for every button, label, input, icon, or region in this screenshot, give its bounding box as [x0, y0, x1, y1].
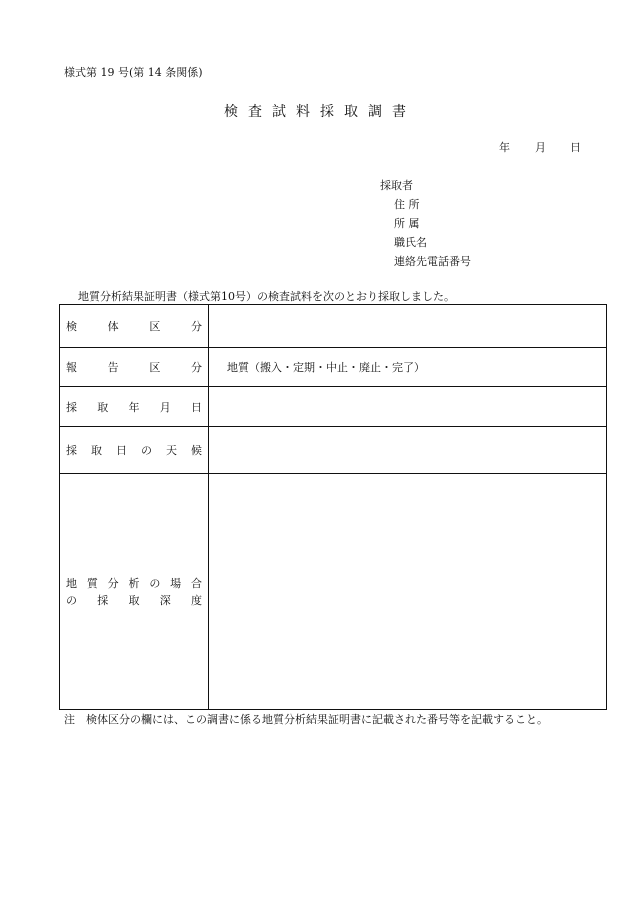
table-row: [60, 474, 607, 710]
table-row: [60, 305, 607, 348]
intro-sentence: 地質分析結果証明書（様式第10号）の検査試料を次のとおり採取しました。: [78, 290, 455, 303]
label-sampling-depth-line2: の 採 取 深 度: [66, 593, 202, 607]
row-label: [60, 387, 209, 427]
sampling-date-field[interactable]: [209, 387, 607, 427]
label-sampling-depth-line1: 地 質 分 析 の 場 合: [66, 576, 202, 590]
label-sampling-depth: [60, 575, 208, 609]
sampler-name-label: 職氏名: [394, 236, 427, 249]
row-label: [60, 474, 209, 710]
table-row: [60, 427, 607, 474]
sampling-depth-field[interactable]: [209, 474, 607, 710]
sampler-address-label: 住 所: [394, 198, 420, 211]
date-year-label: 年: [499, 141, 510, 154]
date-day-label: 日: [570, 141, 581, 154]
footnote: 注 検体区分の欄には、この調書に係る地質分析結果証明書に記載された番号等を記載すること。: [64, 713, 548, 726]
report-category-field[interactable]: 地質（搬入・定期・中止・廃止・完了）: [209, 348, 607, 387]
form-number: 様式第 19 号(第 14 条関係): [64, 66, 203, 79]
specimen-category-field[interactable]: [209, 305, 607, 348]
sampling-weather-field[interactable]: [209, 427, 607, 474]
date-month-label: 月: [535, 141, 546, 154]
row-label: [60, 427, 209, 474]
sample-form-table: [59, 304, 607, 710]
label-sampling-weather: 採 取 日 の 天 候: [66, 444, 202, 457]
row-label: [60, 348, 209, 387]
row-label: [60, 305, 209, 348]
label-sampling-date: 採 取 年 月 日: [66, 400, 202, 414]
label-specimen-category: 検 体 区 分: [66, 320, 202, 333]
table-row: [60, 387, 607, 427]
document-title: 検査試料採取調書: [224, 104, 416, 120]
table-row: [60, 348, 607, 387]
sampler-affiliation-label: 所 属: [394, 217, 420, 230]
sampler-phone-label: 連絡先電話番号: [394, 255, 471, 268]
label-report-category: 報 告 区 分: [66, 361, 202, 374]
sampler-block: [380, 176, 471, 271]
sampler-heading: 採取者: [380, 179, 413, 192]
